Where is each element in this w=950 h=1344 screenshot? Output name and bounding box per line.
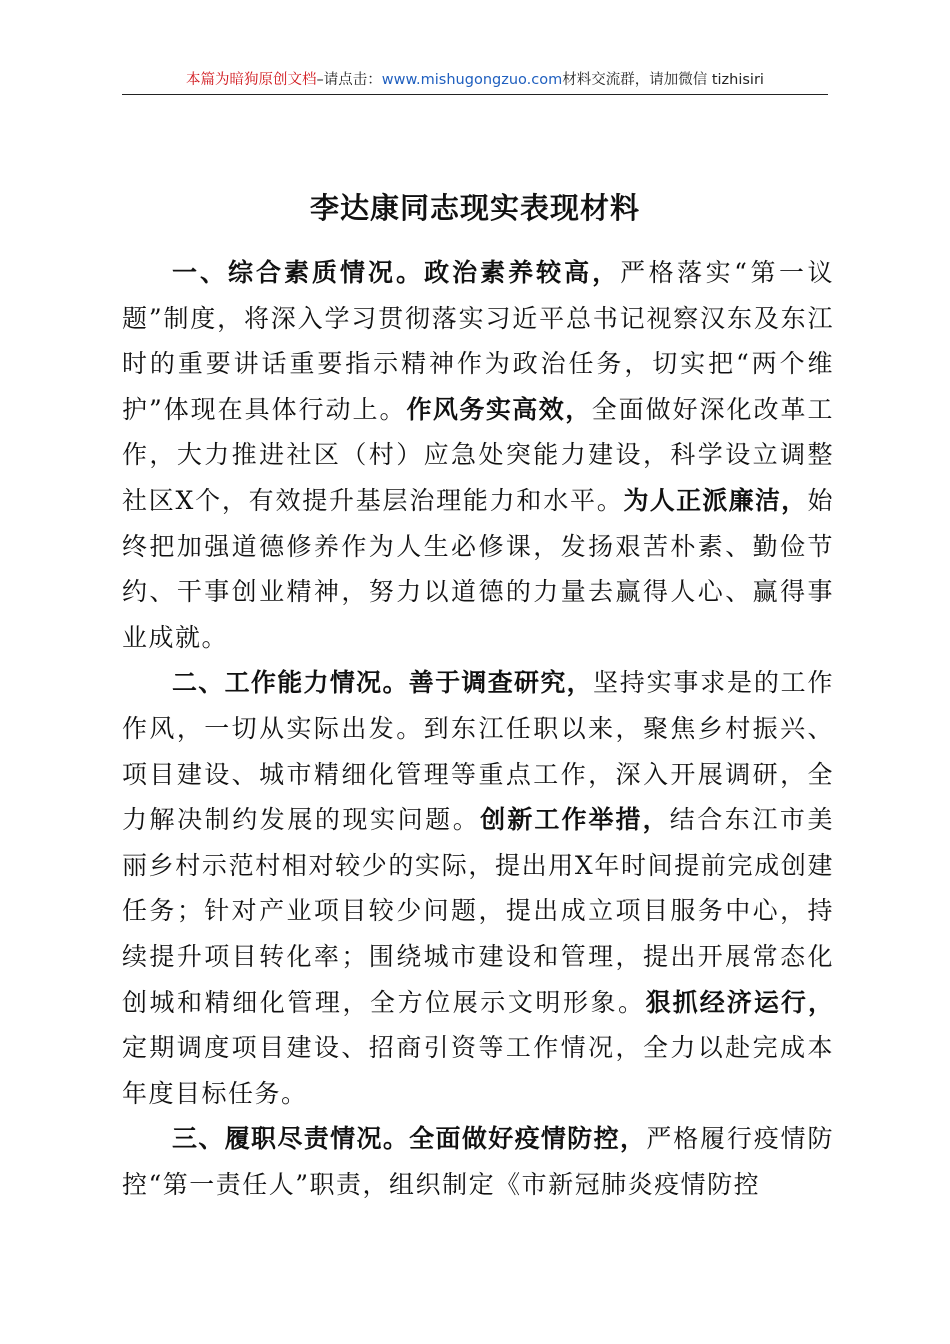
paragraph-text: 始终把加强道德修养作为人生必修课，发扬艰苦朴素、勤俭节约、干事创业精神，努力以道德的力量去赢得人心、赢得事业成就。 — [122, 485, 834, 652]
key-point: 狠抓经济运行， — [645, 987, 834, 1017]
document-body — [122, 250, 834, 1207]
key-point: 作风务实高效， — [406, 394, 592, 424]
paragraph-text: 坚持实事求是的工作作风，一切从实际出发。到东江任职以来，聚焦乡村振兴、项目建设、城市精细化管理等重点工作，深入开展调研，全力解决制约发展的现实问题。 — [122, 668, 834, 835]
paragraph-text: 结合东江市美丽乡村示范村相对较少的实际，提出用X年时间提前完成创建任务；针对产业项目较少问题，提出成立项目服务中心，持续提升项目转化率；围绕城市建设和管理，提出开展常态化创城和精细化管理，全方位展示文明形象。 — [122, 805, 834, 1017]
key-point: 创新工作举措， — [480, 805, 670, 835]
key-point: 全面做好疫情防控， — [409, 1124, 647, 1154]
header-contact: 材料交流群，请加微信 tizhisiri — [562, 72, 764, 88]
paragraph-text: 定期调度项目建设、招商引资等工作情况，全力以赴完成本年度目标任务。 — [122, 1033, 834, 1108]
section-heading: 三、履职尽责情况。 — [172, 1124, 410, 1154]
section-heading: 一、综合素质情况。 — [172, 258, 425, 287]
document-title: 李达康同志现实表现材料 — [309, 191, 640, 225]
header-prompt: –请点击： — [316, 72, 382, 88]
key-point: 为人正派廉洁， — [623, 485, 808, 515]
paragraph-work-ability — [122, 660, 834, 1116]
key-point: 政治素养较高， — [424, 258, 621, 287]
paragraph-text: 严格落实“第一议题”制度，将深入学习贯彻落实习近平总书记视察汉东及东江时的重要讲话重要指示精神作为政治任务，切实把“两个维护”体现在具体行动上。 — [122, 258, 834, 424]
header-brand: 本篇为暗狗原创文档 — [186, 72, 317, 88]
key-point: 善于调查研究， — [408, 668, 593, 698]
paragraph-comprehensive-quality — [122, 250, 834, 660]
page-header — [122, 68, 828, 95]
header-url-link[interactable]: www.mishugongzuo.com — [381, 72, 563, 88]
paragraph-text: 严格履行疫情防控“第一责任人”职责，组织制定《市新冠肺炎疫情防控 — [122, 1124, 834, 1199]
paragraph-duty-performance — [122, 1116, 834, 1207]
section-heading: 二、工作能力情况。 — [172, 668, 409, 698]
paragraph-text: 全面做好深化改革工作，大力推进社区（村）应急处突能力建设，科学设立调整社区X个，有效提升基层治理能力和水平。 — [122, 394, 834, 515]
